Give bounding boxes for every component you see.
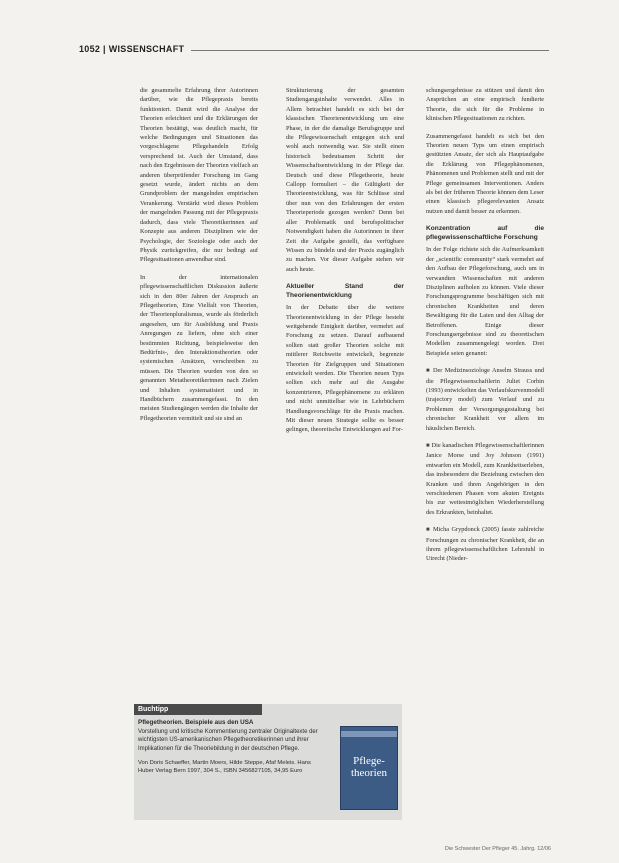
book-tip-label: Buchtipp [134, 704, 262, 715]
column-1-paragraph-2: In der internationalen pflegewissenschaftlichen Diskussion äußerte sich in den 80er Jahren der Anspruch an Pflegetheorien, Eine Vielfalt von Theorien, der Theorienpluralismus, wurde als förderlich angesehen, um für Ausbildung und Praxis Anregungen zu liefern, ohne sich einer bestimmten Richtung, beispielsweise den Bedürfnis-, den Interaktionstheorien oder systemischen Ansätzen, verschreiben zu müssen. Die Theorien wurden von den so genannten Metatheoretikerinnen nach Zielen und Inhalten systematisiert und in Handbüchern zusammengefasst. In den meisten Studiengängen werden die Inhalte der Pflegetheorien vermittelt und sie sind an [140, 273, 258, 422]
page-footer: Die Schwester Der Pfleger 45. Jahrg. 12/06 [444, 846, 551, 852]
book-cover-title: Pflege-theorien [350, 755, 388, 779]
column-2 [286, 86, 404, 443]
column-1-paragraph-1: die gesammelte Erfahrung ihrer Autorinnen darüber, wie die Pflegepraxis bereits funktioniert. Damit wird die Analyse der Theorien erleichtert und die Erklärungen der Theorien bestätigt, was deutlich macht, für welche Bedingungen und Situationen das vorgeschlagene Pflegehandeln Erfolg versprechend ist. Auch der Umstand, dass nach den Ergebnissen der Theorien vielfach an anderen überprüfender Forschung im Gang gesetzt wurde, ändert nichts an dem Grundproblem der mangelnden empirischen Verankerung. Verstärkt wird dieses Problem der mangelnden Passung mit der Pflegepraxis dadurch, dass viele Theoretikerinnen auf Konzepte aus anderen Disziplinen wie der Psychologie, der Soziologie oder auch der Physik zurückgreifen, die nur bedingt auf Pflegesituationen anwendbar sind. [140, 87, 258, 264]
column-2-paragraph-2: In der Debatte über die weitere Theorienentwicklung in der Pflege besteht weitgehende Einigkeit darüber, vermehrt auf Forschung zu setzen. Darauf aufbauend sollten statt großer Theorien solche mit mittlerer Reichweite entwickelt, begrenzte Theorien für Zielgruppen und Situationen entwickelt werden. Die Theorien neuen Typs sollten sich mehr auf die Ausgabe konzentrieren, Pflegephänomene zu erklären und nicht unmittelbar wie in Lehrbüchern Handlungsvorschläge für die Praxis machen. Mit dieser neuen Strategie sollte es besser gelingen, theoretische Entwicklungen auf For- [286, 304, 404, 434]
book-tip-description: Vorstellung und kritische Kommentierung zentraler Originaltexte der wichtigsten US-amerikanischen Pflegetheoretikerinnen und ihrer Implikationen für die Theoriebildung in der deutschen Pflege. [138, 729, 318, 752]
square-bullet-icon: ■ [426, 443, 432, 449]
list-item: ■ Der Medizinsoziologe Anselm Strauss und die Pflegewissenschaftlerin Juliet Corbin (1993) entwickelten das Verlaufskurvenmodell (trajectory model) zum Verlauf und zu Problemen der Versorgungsgestaltung bei chronischer Krankheit vor allem im häuslichen Bereich. [426, 367, 544, 432]
column-2-paragraph-1: Strukturierung der gesamten Studiengangsinhalte verwendet. Alles in Allem betrachtet handelt es sich bei der klassischen Theorienentwicklung um eine Phase, in der die damalige Berufsgruppe und die Pflegewissenschaft entgegen sich und wohl auch notwendig war. Sie stellt einen historisch bedeutsamen Schritt der Wissenschaftsentwicklung in der Pflege dar. Deutsch und diese Pflegetheorie, heute Callopp formuliert – die Gültigkeit der Theorieentwicklung, was für Schlüsse sind über nun von den Erfahrungen der ersten Theorieperiode gezogen werden? Denn bei aller Problematik und berufspolitischer Notwendigkeit haben die Autorinnen in ihrer Zeit die Aufgabe gestellt, das verfügbare Wissen zu bündeln und der Praxis zugänglich zu machen. Vor dieser Aufgabe stehen wir auch heute. [286, 87, 404, 273]
page-number: 1052 [79, 44, 101, 54]
book-cover-image [340, 726, 398, 810]
header-separator: | [103, 44, 106, 54]
list-item: ■ Micha Grypdonck (2005) fasste zahlreiche Forschungen zu chronischer Krankheit, die an ihrem pflegewissenschaftlichen Lehrstuhl in Utrecht (Nieder- [426, 526, 544, 563]
column-3-paragraph-3: In der Folge richtete sich die Aufmerksamkeit der „scientific community“ stark vermehrt auf den Aufbau der Pflegeforschung, auch um in verwandten Wissenschaften mit anderen Disziplinen aufholen zu können. Viele dieser Forschungsprogramme beschäftigen sich mit chronischen Krankheiten und deren Bewältigung für die Laien und den Alltag der Betroffenen. Einige dieser Forschungsergebnisse sind zu theoretischen Modellen zusammengelegt worden. Drei Beispiele seien genannt: [426, 246, 544, 357]
book-tip-title: Pflegetheorien. Beispiele aus den USA [138, 719, 254, 726]
square-bullet-icon: ■ [426, 368, 433, 375]
column-3-paragraph-1: schungsergebnisse zu stützen und damit den Ansprüchen an eine empirisch fundierte Theorie, die sich für die Probleme in klinischen Pflegesituationen zu richten. [426, 87, 544, 123]
section-heading-research-focus: Konzentration auf die pflegewissenschaftliche Forschung [426, 225, 544, 242]
book-cover-band [341, 731, 397, 737]
page-header [79, 44, 549, 58]
book-tip-citation: Von Doris Schaeffer, Martin Moers, Hilde Steppe, Afaf Meleis. Hans Huber Verlag Bern 1997, 304 S., ISBN 3456827105, 34,95 Euro [138, 760, 311, 775]
header-rule [191, 50, 549, 51]
section-title: WISSENSCHAFT [108, 44, 185, 54]
column-1 [140, 86, 258, 431]
column-3 [426, 86, 544, 572]
section-heading-current-state: Aktueller Stand der Theorienentwicklung [286, 283, 404, 300]
column-3-paragraph-2: Zusammengefasst handelt es sich bei den Theorien neuen Typs um einen empirisch gestützten Ansatz, der sich als Hauptaufgabe die Erklärung von Pflegephänomenen, Phänomenen und Problemen stellt und mit der Pflege gemeinsamen Interventionen. Anders als bei der früheren Theorie können dem Leser einen klassisch pflegerelevanten Ansatz nutzen und damit besser zu erkennen. [426, 132, 544, 215]
list-item: ■ Die kanadischen Pflegewissenschaftlerinnen Janice Morse und Joy Johnson (1991) entwarfen ein Modell, zum Krankheitserleben, das insbesondere die Beziehung zwischen den Kranken und ihren Angehörigen in den verschiedenen Phasen vom akuten Ereignis bis zur weitestmöglichen Wiederherstellung des Erkrankten, beinhaltet. [426, 442, 544, 516]
square-bullet-icon: ■ [426, 527, 433, 534]
